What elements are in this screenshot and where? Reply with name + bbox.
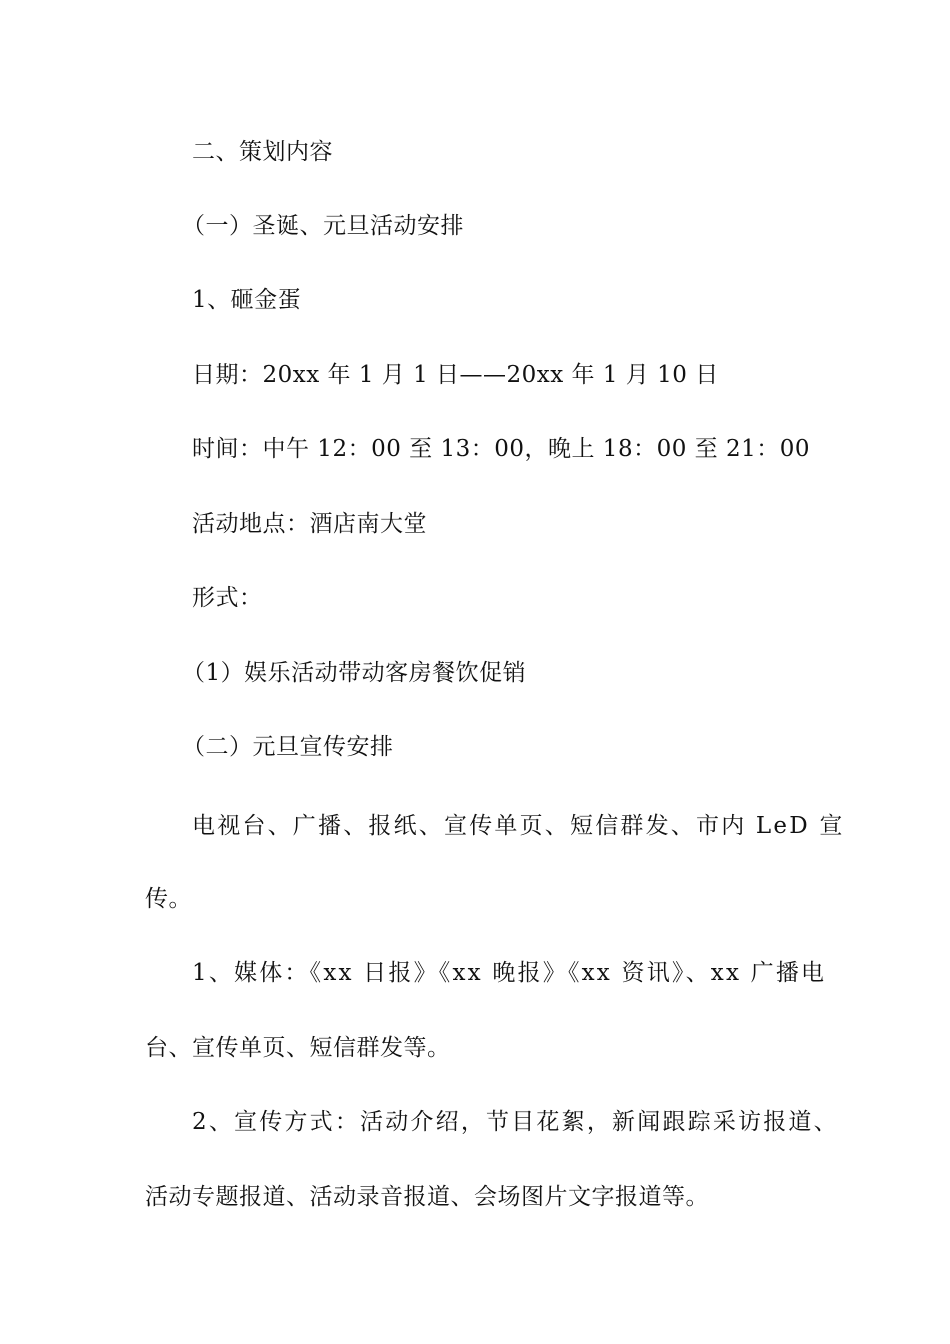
paragraph-line: 传。 <box>145 886 192 912</box>
format-item: （1）娱乐活动带动客房餐饮促销 <box>182 660 527 686</box>
location-line: 活动地点：酒店南大堂 <box>192 511 427 537</box>
section-heading: 二、策划内容 <box>192 139 333 165</box>
paragraph-line: 2、宣传方式：活动介绍，节目花絮，新闻跟踪采访报道、 <box>192 1109 839 1135</box>
paragraph-line: 活动专题报道、活动录音报道、会场图片文字报道等。 <box>145 1184 709 1210</box>
date-line: 日期：20xx 年 1 月 1 日——20xx 年 1 月 10 日 <box>192 362 719 388</box>
paragraph-line: 电视台、广播、报纸、宣传单页、短信群发、市内 LeD 宣 <box>192 813 845 839</box>
paragraph-line: 台、宣传单页、短信群发等。 <box>145 1035 451 1061</box>
subsection-heading-2: （二）元旦宣传安排 <box>182 734 394 760</box>
format-label: 形式： <box>192 585 263 611</box>
item-heading: 1、砸金蛋 <box>192 287 302 313</box>
subsection-heading: （一）圣诞、元旦活动安排 <box>182 213 464 239</box>
paragraph-line: 1、媒体：《xx 日报》《xx 晚报》《xx 资讯》、xx 广播电 <box>192 960 827 986</box>
time-line: 时间：中午 12：00 至 13：00，晚上 18：00 至 21：00 <box>192 436 810 462</box>
